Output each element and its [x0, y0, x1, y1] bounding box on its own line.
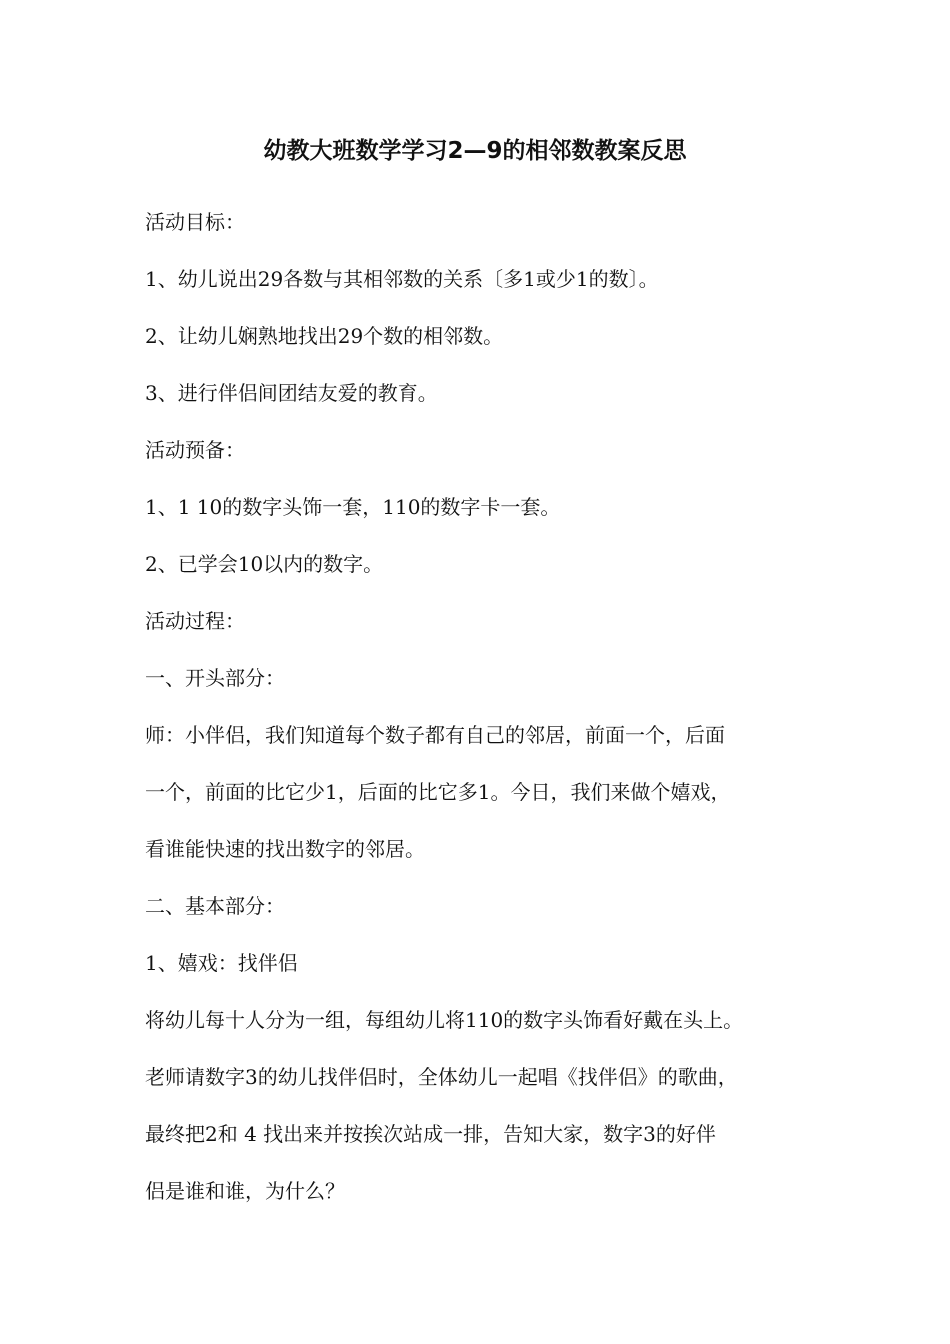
paragraph-line: 老师请数字3的幼儿找伴侣时，全体幼儿一起唱《找伴侣》的歌曲，	[145, 1065, 738, 1089]
paragraph-line: 2、已学会10以内的数字。	[145, 552, 384, 576]
paragraph-line: 1、嬉戏：找伴侣	[145, 951, 298, 975]
paragraph-line: 将幼儿每十人分为一组，每组幼儿将110的数字头饰看好戴在头上。	[145, 1008, 744, 1032]
paragraph-line: 3、进行伴侣间团结友爱的教育。	[145, 381, 438, 405]
paragraph-line: 看谁能快速的找出数字的邻居。	[145, 837, 425, 861]
subsection-heading-basic: 二、基本部分：	[145, 894, 285, 918]
paragraph-line: 侣是谁和谁，为什么？	[145, 1179, 345, 1203]
paragraph-line: 2、让幼儿娴熟地找出29个数的相邻数。	[145, 324, 504, 348]
paragraph-line: 1、幼儿说出29各数与其相邻数的关系〔多1或少1的数〕。	[145, 267, 659, 291]
subsection-heading-opening: 一、开头部分：	[145, 666, 285, 690]
paragraph-line: 一个，前面的比它少1，后面的比它多1。今日，我们来做个嬉戏，	[145, 780, 731, 804]
section-heading-goals: 活动目标：	[145, 210, 245, 234]
paragraph-line: 1、1 10的数字头饰一套，110的数字卡一套。	[145, 495, 561, 519]
document-title: 幼教大班数学学习2—9的相邻数教案反思	[263, 138, 687, 164]
paragraph-line: 师：小伴侣，我们知道每个数子都有自己的邻居，前面一个，后面	[145, 723, 725, 747]
section-heading-preparation: 活动预备：	[145, 438, 245, 462]
section-heading-process: 活动过程：	[145, 609, 245, 633]
paragraph-line: 最终把2和 4 找出来并按挨次站成一排，告知大家，数字3的好伴	[145, 1122, 716, 1146]
